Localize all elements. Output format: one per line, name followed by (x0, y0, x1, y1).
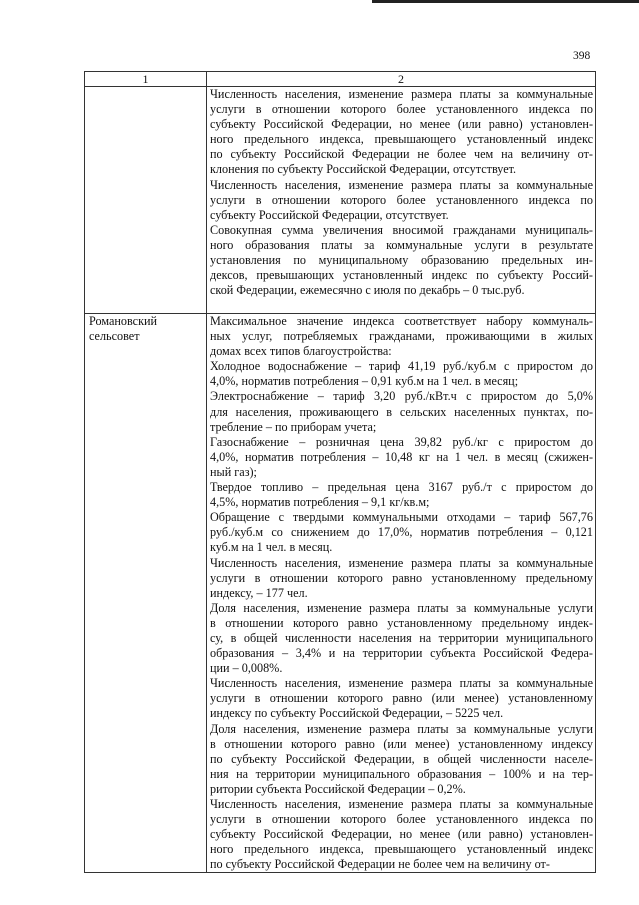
text-line: 4,5%, норматив потребления – 9,1 кг/кв.м; (210, 495, 430, 510)
paragraph (210, 87, 593, 178)
text-line: ритории субъекта Российской Федерации – 0,2%. (210, 781, 466, 796)
text-line: в отношении которого равно (или менее) установленному индексу (210, 736, 593, 751)
text-line: Численность населения, изменение размера платы за коммунальные (210, 555, 593, 570)
text-line: по субъекту Российской Федерации не более чем на величину от- (210, 857, 550, 872)
text-line: для населения, проживающего в сельских населенных пунктах, по- (210, 404, 593, 419)
header-col-1: 1 (85, 72, 207, 87)
text-line: Твердое топливо – предельная цена 3167 руб./т с приростом до (210, 480, 593, 495)
text-line: Совокупная сумма увеличения вносимой гражданами муниципаль- (210, 222, 593, 237)
text-line: услуги в отношении которого более установленного индекса по (210, 192, 593, 207)
text-line: Максимальное значение индекса соответствует набору коммуналь- (210, 314, 593, 328)
text-line: Численность населения, изменение размера платы за коммунальные (210, 87, 593, 101)
text-line: Доля населения, изменение размера платы за коммунальные услуги (210, 721, 593, 736)
municipality-cell (85, 87, 207, 314)
text-line: Численность населения, изменение размера платы за коммунальные (210, 676, 593, 691)
municipality-cell (85, 314, 207, 873)
description-cell (207, 87, 596, 314)
text-line: Численность населения, изменение размера платы за коммунальные (210, 177, 593, 192)
text-line: в отношении которого равно установленному предельному индек- (210, 615, 593, 630)
text-line: субъекту Российской Федерации, отсутствует. (210, 207, 449, 222)
text-line: услуги в отношении которого более установленного индекса по (210, 812, 593, 827)
text-line: Обращение с твердыми коммунальными отходами – тариф 567,76 (210, 510, 593, 525)
paragraph (210, 223, 593, 298)
text-line: услуги в отношении которого равно (или менее) установленному (210, 691, 593, 706)
top-edge-line (372, 0, 639, 3)
text-line: по субъекту Российской Федерации не более чем на величину от- (210, 147, 593, 162)
text-line: 4,0%, норматив потребления – 0,91 куб.м на 1 чел. в месяц; (210, 374, 519, 389)
text-line: Холодное водоснабжение – тариф 41,19 руб./куб.м с приростом до (210, 359, 593, 374)
text-line: 4,0%, норматив потребления – 10,48 кг на 1 чел. в месяц (сжижен- (210, 449, 593, 464)
text-line: ный газ); (210, 464, 257, 479)
text-line: руб./куб.м со снижением до 17,0%, норматив потребления – 0,121 (210, 525, 593, 540)
text-line: ных услуг, потребляемых гражданами, проживающими в жилых (210, 329, 593, 344)
text-line: требление – по приборам учета; (210, 419, 377, 434)
header-col-2: 2 (207, 72, 596, 87)
text-line: услуги в отношении которого более установленного индекса по (210, 102, 593, 117)
paragraph (210, 480, 593, 510)
paragraph (210, 797, 593, 872)
text-line: ного предельного индекса, превышающего установленный индекс (210, 132, 593, 147)
text-line: клонения по субъекту Российской Федерации, отсутствует. (210, 162, 517, 177)
text-line: установления по муниципальному образованию предельных ин- (210, 253, 593, 268)
paragraph (210, 722, 593, 797)
text-line: ния на территории муниципального образования – 100% и на тер- (210, 766, 593, 781)
paragraph (210, 676, 593, 721)
text-line: домах всех типов благоустройства: (210, 344, 392, 359)
description-cell (207, 314, 596, 873)
text-line: Доля населения, изменение размера платы за коммунальные услуги (210, 600, 593, 615)
paragraph (210, 435, 593, 480)
text-line: ской Федерации, ежемесячно с июля по декабрь – 0 тыс.руб. (210, 283, 525, 298)
text-line: дексов, превышающих установленный индекс по субъекту Россий- (210, 268, 593, 283)
text-line: Численность населения, изменение размера платы за коммунальные (210, 797, 593, 811)
paragraph (210, 510, 593, 555)
text-line: услуги в отношении которого равно установленному предельному (210, 570, 593, 585)
text-line: ного образования платы за коммунальные услуги в результате (210, 237, 593, 252)
paragraph (210, 556, 593, 601)
table-header-row (85, 72, 596, 87)
table-row (85, 87, 596, 314)
text-line: образования – 3,4% и на территории субъекта Российской Федера- (210, 646, 593, 661)
municipality-name-line: Романовский (89, 314, 158, 328)
document-table (84, 71, 596, 873)
text-line: ции – 0,008%. (210, 661, 283, 676)
text-line: индексу по субъекту Российской Федерации, – 5225 чел. (210, 706, 504, 721)
municipality-name-line: сельсовет (89, 329, 140, 344)
text-line: субъекту Российской Федерации, но менее (или равно) установлен- (210, 827, 593, 842)
paragraph (210, 359, 593, 389)
paragraph (210, 601, 593, 676)
text-line: Электроснабжение – тариф 3,20 руб./кВт.ч с приростом до 5,0% (210, 389, 593, 404)
text-line: субъекту Российской Федерации, но менее (или равно) установлен- (210, 117, 593, 132)
text-line: Газоснабжение – розничная цена 39,82 руб./кг с приростом до (210, 434, 593, 449)
text-line: индексу, – 177 чел. (210, 585, 308, 600)
text-line: су, в общей численности населения на территории муниципального (210, 630, 593, 645)
paragraph (210, 314, 593, 359)
text-line: по субъекту Российской Федерации, в общей численности населе- (210, 751, 593, 766)
paragraph (210, 178, 593, 223)
paragraph (210, 389, 593, 434)
table-row (85, 314, 596, 873)
page-number: 398 (573, 50, 591, 62)
text-line: ного предельного индекса, превышающего установленный индекс (210, 842, 593, 857)
text-line: куб.м на 1 чел. в месяц. (210, 540, 333, 555)
